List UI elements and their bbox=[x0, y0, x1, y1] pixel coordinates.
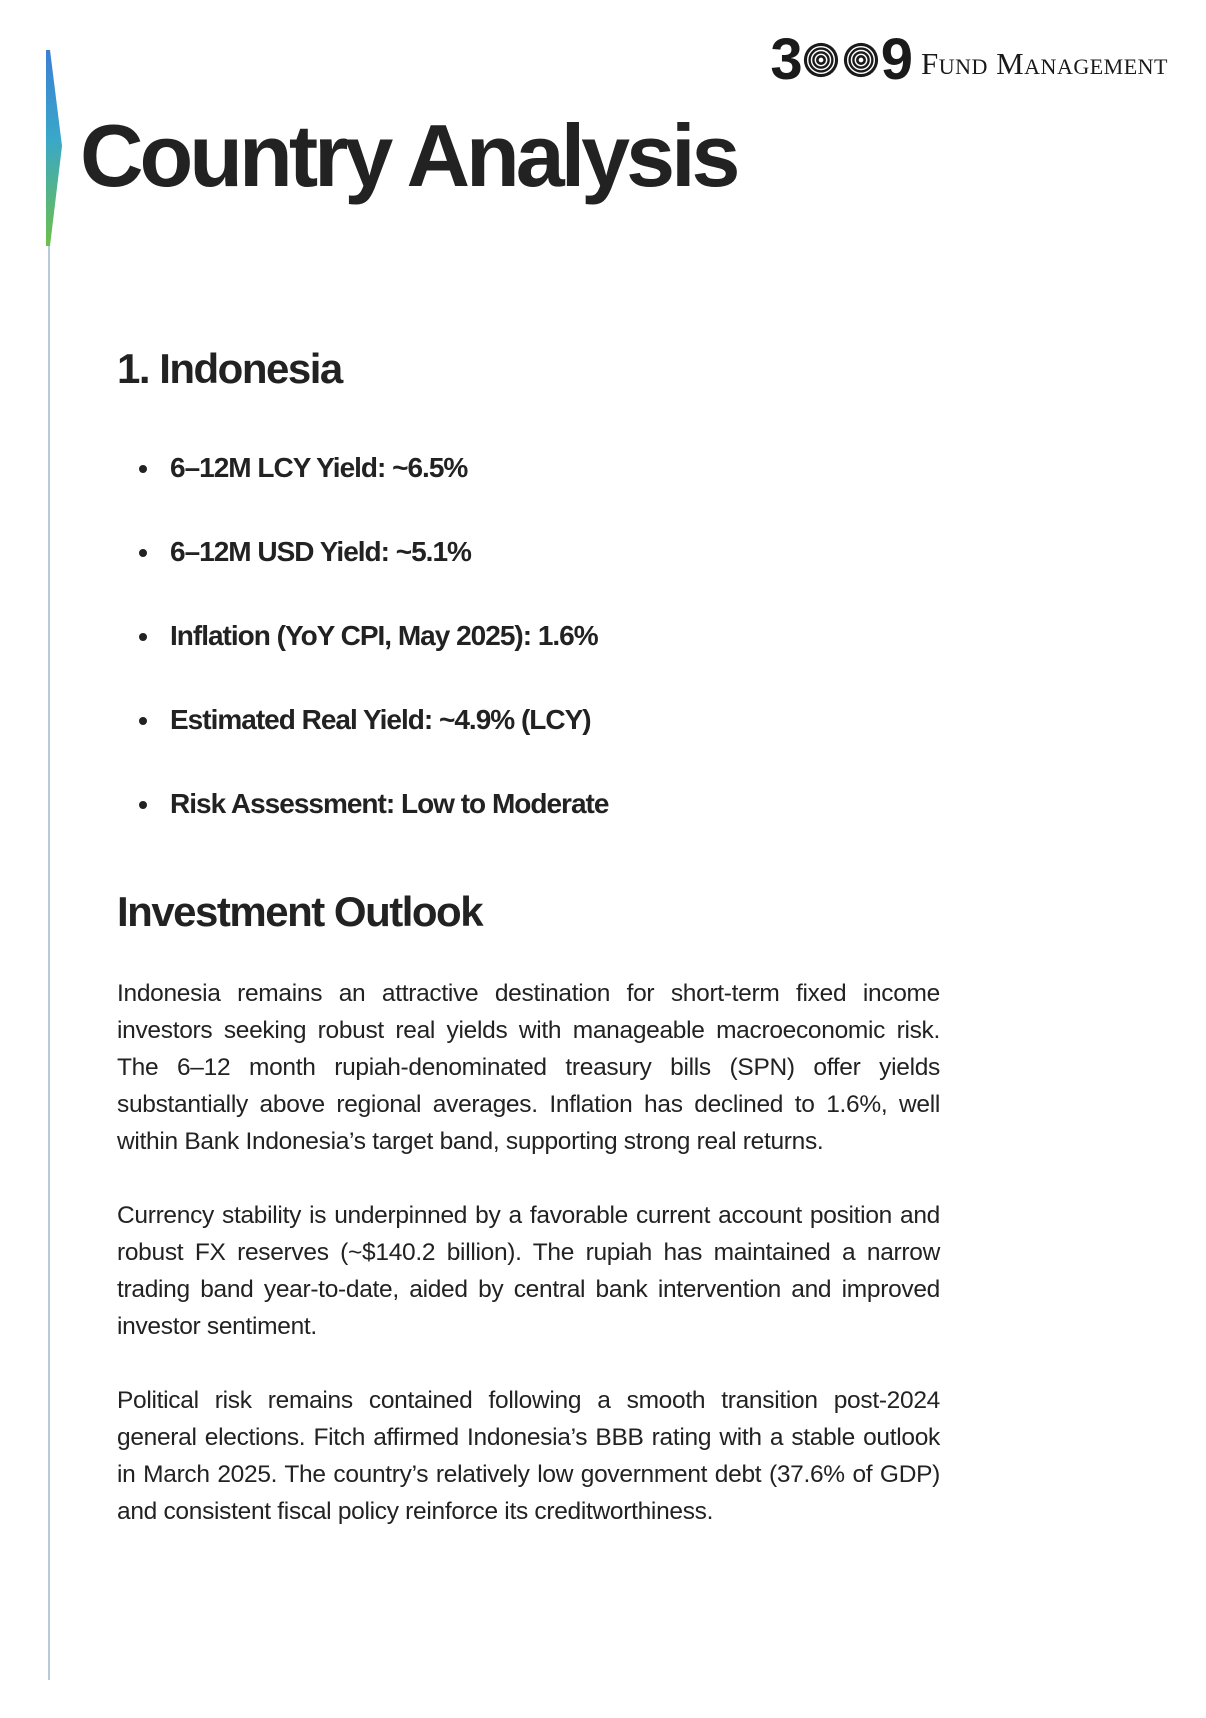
logo-ring-icon bbox=[802, 41, 840, 79]
logo-ring-icon bbox=[842, 41, 880, 79]
list-item: Risk Assessment: Low to Moderate bbox=[117, 786, 608, 870]
outlook-title: Investment Outlook bbox=[117, 888, 483, 935]
logo-text: Fund Management bbox=[920, 46, 1168, 81]
left-accent-rule bbox=[48, 52, 50, 1680]
paragraph: Political risk remains contained following a smooth transition post-2024 general elections. Fitch affirmed Indonesia’s BBB rating with a stable outlook in March 2025. The country’s relatively low government debt (37.6% of GDP) and consistent fiscal policy reinforce its creditworthiness. bbox=[117, 1387, 940, 1525]
company-logo bbox=[770, 27, 1168, 92]
page-title: Country Analysis bbox=[80, 106, 737, 205]
list-item: Inflation (YoY CPI, May 2025): 1.6% bbox=[117, 618, 608, 702]
list-item: 6–12M USD Yield: ~5.1% bbox=[117, 534, 608, 618]
logo-digit-left: 3 bbox=[770, 27, 801, 92]
logo-digit-right: 9 bbox=[880, 27, 911, 92]
key-metrics-list bbox=[117, 450, 608, 870]
outlook-body bbox=[117, 975, 940, 1567]
logo-mark bbox=[770, 27, 911, 92]
list-item: 6–12M LCY Yield: ~6.5% bbox=[117, 450, 608, 534]
paragraph: Indonesia remains an attractive destination for short-term fixed income investors seeking robust real yields with manageable macroeconomic risk. The 6–12 month rupiah-denominated treasury bills (SPN) offer yields substantially above regional averages. Inflation has declined to 1.6%, well within Bank Indonesia’s target band, supporting strong real returns. bbox=[117, 980, 940, 1155]
paragraph: Currency stability is underpinned by a favorable current account position and robust FX reserves (~$140.2 billion). The rupiah has maintained a narrow trading band year-to-date, aided by central bank intervention and improved investor sentiment. bbox=[117, 1202, 940, 1340]
section-title: 1. Indonesia bbox=[117, 345, 342, 392]
left-accent-gradient bbox=[46, 50, 64, 246]
list-item: Estimated Real Yield: ~4.9% (LCY) bbox=[117, 702, 608, 786]
